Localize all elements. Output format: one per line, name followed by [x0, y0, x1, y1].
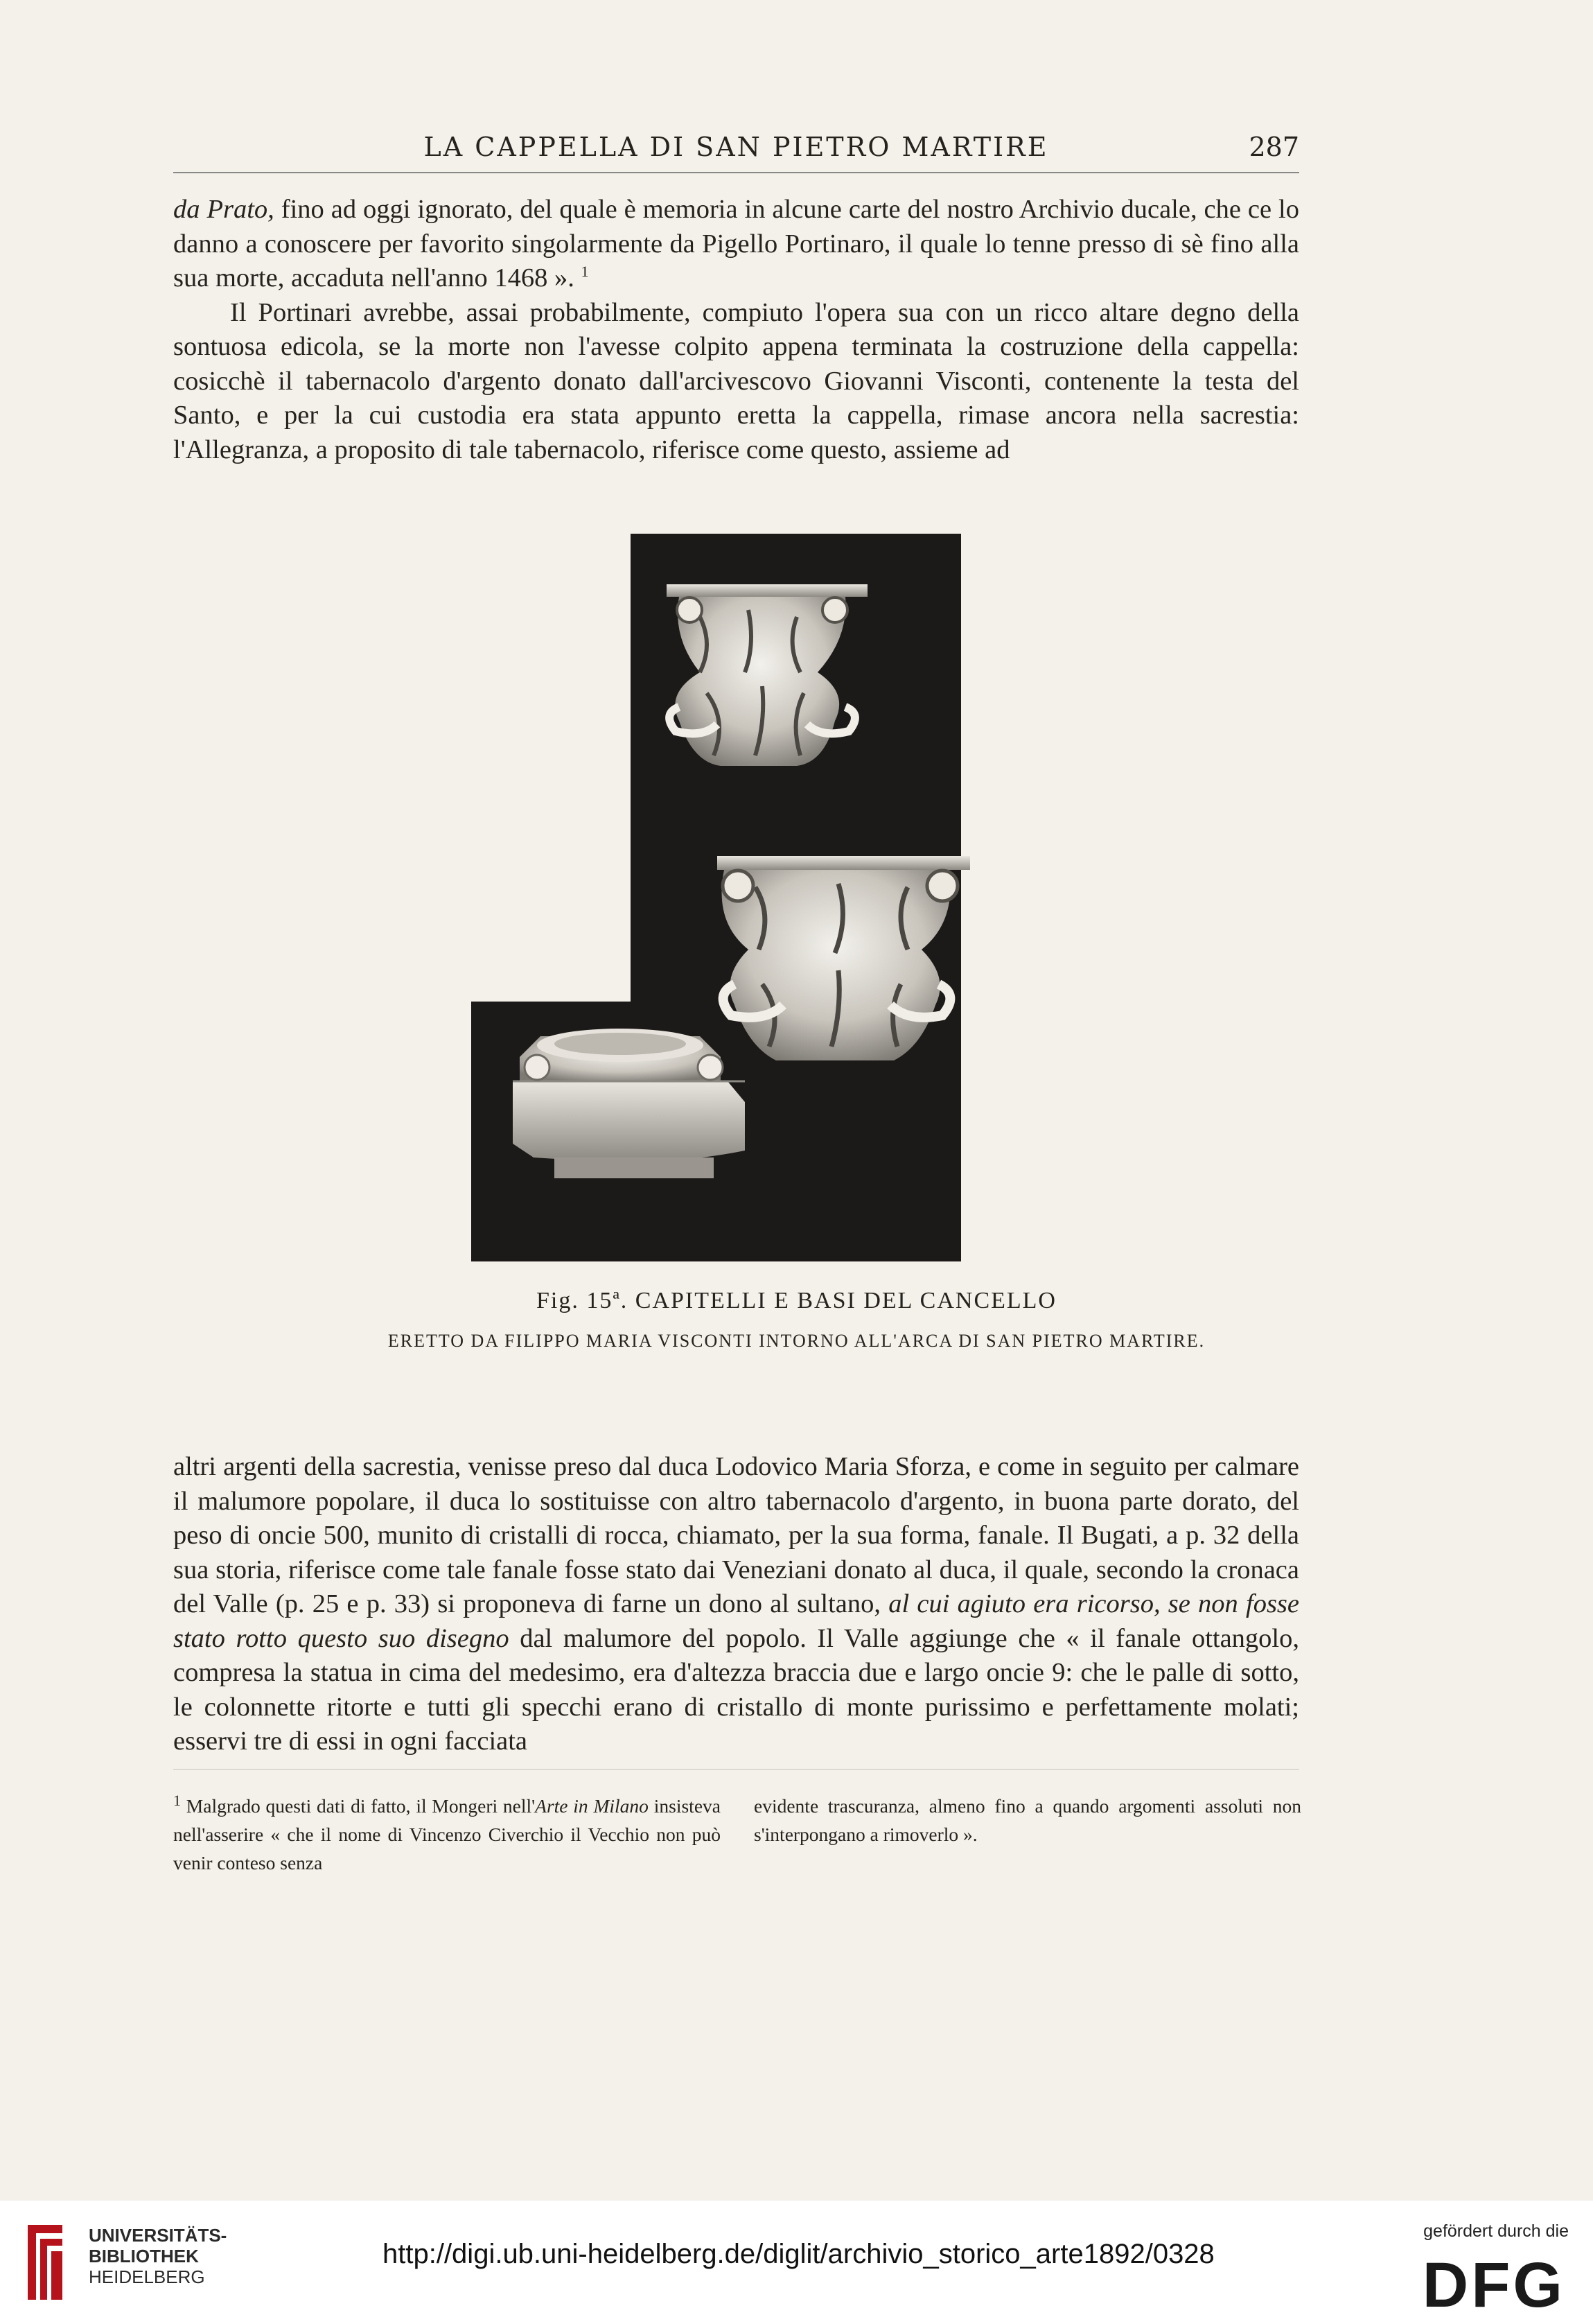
library-line-3: HEIDELBERG	[89, 2266, 205, 2287]
footnote-column-1	[173, 1792, 721, 1877]
paragraph-1-italic: da Prato,	[173, 195, 274, 224]
footnote-text-a: Malgrado questi dati di fatto, il Mongeri nell'	[181, 1795, 536, 1817]
footnote-number: 1	[173, 1791, 181, 1809]
paragraph-3-text-b: dal malumore del popolo. Il Valle aggiunge che « il fanale ottangolo, compresa la statua in cima del medesimo, era d'altezza braccia due e largo oncie 9: che le palle di sotto, le colonnette ritorte e tutti gli specchi erano di cristallo di monte purissimo e perfettamente molati; esservi tre di essi in ogni facciata	[173, 1623, 1300, 1756]
permalink-url[interactable]: http://digi.ub.uni-heidelberg.de/diglit/archivio_storico_arte1892/0328	[382, 2239, 1215, 2269]
bottom-text-block	[173, 1450, 1299, 1759]
dfg-logo: DFG	[1422, 2250, 1565, 2321]
figure-caption-title: Fig. 15ª. CAPITELLI E BASI DEL CANCELLO	[536, 1288, 1057, 1313]
running-header	[173, 132, 1299, 166]
footnote-italic-title: Arte in Milano	[535, 1795, 649, 1817]
figure-photograph	[471, 534, 1005, 1265]
paragraph-3	[173, 1450, 1299, 1759]
library-line-1: UNIVERSITÄTS-	[89, 2225, 227, 2246]
library-line-2: BIBLIOTHEK	[89, 2246, 199, 2266]
footer-bar	[0, 2201, 1593, 2324]
header-rule	[173, 172, 1299, 173]
column-base	[513, 1029, 745, 1178]
footnote-text-b: insisteva nell'asserire « che il nome di Vincenzo Civerchio il Vecchio non può venir conteso senza	[173, 1795, 721, 1873]
university-library-name	[89, 2225, 227, 2287]
paragraph-3-italic: al cui agiuto era ricorso, se non fosse stato rotto questo suo disegno	[173, 1589, 1300, 1653]
funded-by-text: gefördert durch die	[1423, 2221, 1569, 2241]
page-number: 287	[1249, 132, 1299, 162]
paragraph-1-text: fino ad oggi ignorato, del quale è memoria in alcune carte del nostro Archivio ducale, che ce lo danno a conoscere per favorito singolarmente da Pigello Portinaro, il quale lo tenne presso di sè fino alla sua morte, accaduta nell'anno 1468 ».	[173, 195, 1300, 292]
running-title: LA CAPPELLA DI SAN PIETRO MARTIRE	[423, 132, 1049, 162]
figure-caption-subtitle: ERETTO DA FILIPPO MARIA VISCONTI INTORNO ALL'ARCA DI SAN PIETRO MARTIRE.	[387, 1331, 1206, 1351]
top-text-block	[173, 193, 1299, 467]
paragraph-2: Il Portinari avrebbe, assai probabilmente, compiuto l'opera sua con un ricco altare degno della sontuosa edicola, se la morte non l'avesse colpito appena terminata la costruzione della cappella: cosicchè il tabernacolo d'argento donato dall'arcivescovo Giovanni Visconti, contenente la testa del Santo, e per la cui custodia era stata appunto eretta la cappella, rimase ancora nella sacrestia: l'Allegranza, a proposito di tale tabernacolo, riferisce come questo, assieme ad	[173, 297, 1299, 464]
footnote-text	[173, 1792, 721, 1877]
footnote-marker[interactable]: 1	[581, 263, 589, 281]
paragraph-1	[173, 193, 1299, 296]
footnote-text-continued: evidente trascuranza, almeno fino a quando argomenti assoluti non s'interpongano a rimoverlo ».	[754, 1795, 1301, 1845]
footnote-column-2	[754, 1792, 1301, 1849]
university-library-logo-icon	[21, 2218, 69, 2308]
paragraph-3-text-a: altri argenti della sacrestia, venisse preso dal duca Lodovico Maria Sforza, e come in seguito per calmare il malumore popolare, il duca lo sostituisse con altro tabernacolo d'argento, in buona parte dorato, del peso di oncie 500, munito di cristalli di rocca, chiamato, per la sua forma, fanale. Il Bugati, a p. 32 della sua storia, riferisce come tale fanale fosse stato dai Veneziani donato al duca, il quale, secondo la cronaca del Valle (p. 25 e p. 33) si proponeva di farne un dono al sultano,	[173, 1452, 1299, 1618]
footnote-rule	[173, 1769, 1299, 1770]
